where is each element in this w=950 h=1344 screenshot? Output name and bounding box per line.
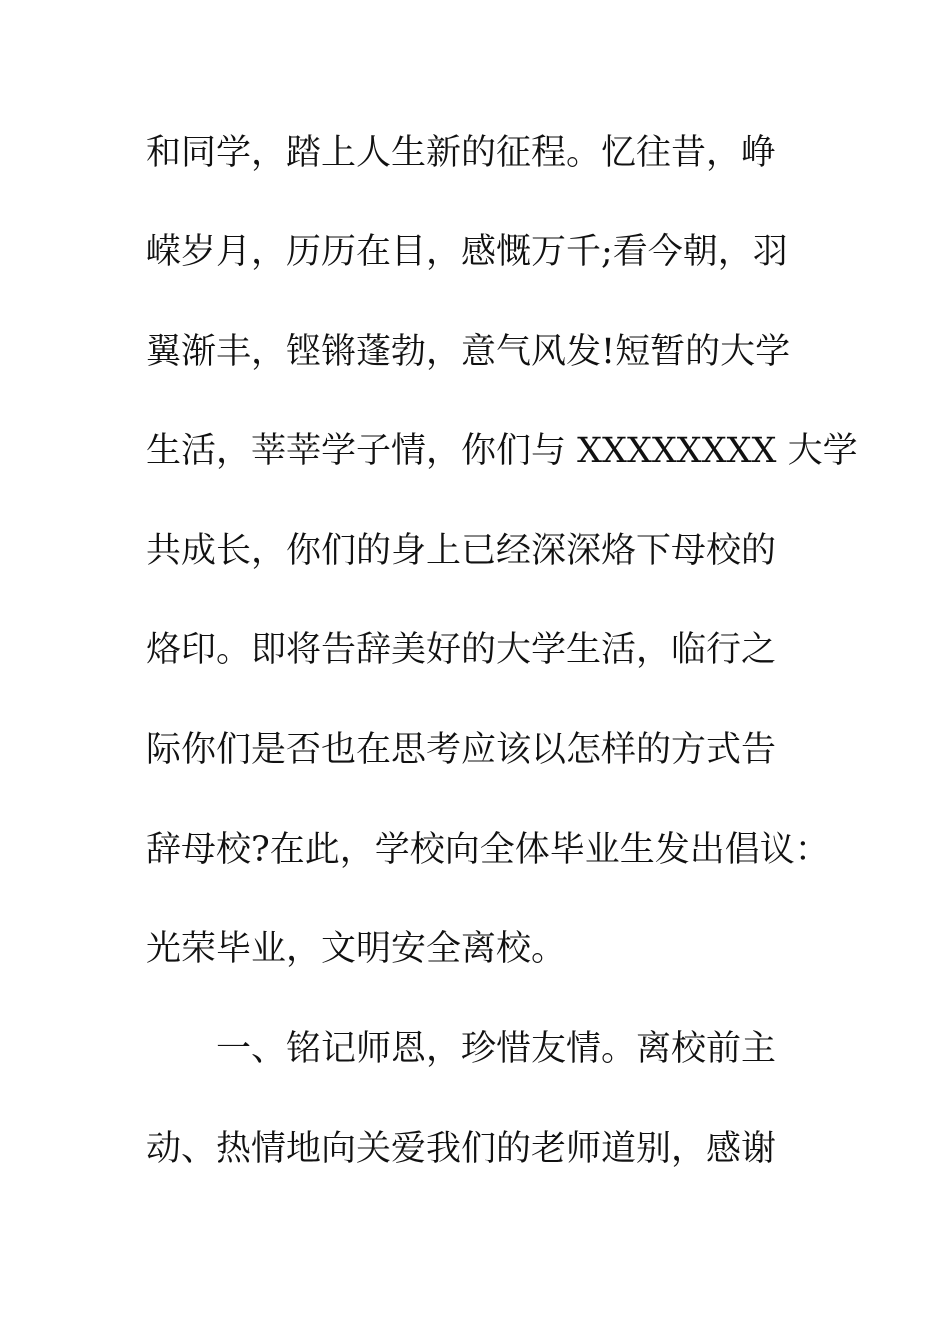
text-line: 翼渐丰，铿锵蓬勃，意气风发!短暂的大学 xyxy=(146,332,791,372)
text-line: 和同学，踏上人生新的征程。忆往昔，峥 xyxy=(146,133,777,173)
text-line: 烙印。即将告辞美好的大学生活，临行之 xyxy=(146,630,777,670)
text-line: 光荣毕业，文明安全离校。 xyxy=(146,929,567,969)
paragraph-first-line: 一、铭记师恩，珍惜友情。离校前主 xyxy=(216,1029,777,1069)
text-line: 共成长，你们的身上已经深深烙下母校的 xyxy=(146,531,777,571)
text-line: 生活，莘莘学子情，你们与 XXXXXXXX 大学 xyxy=(146,431,858,471)
text-line: 动、热情地向关爱我们的老师道别，感谢 xyxy=(146,1129,777,1169)
text-line: 嵘岁月，历历在目，感慨万千;看今朝，羽 xyxy=(146,232,788,272)
text-line: 际你们是否也在思考应该以怎样的方式告 xyxy=(146,730,777,770)
text-line: 辞母校?在此，学校向全体毕业生发出倡议： xyxy=(146,830,830,870)
